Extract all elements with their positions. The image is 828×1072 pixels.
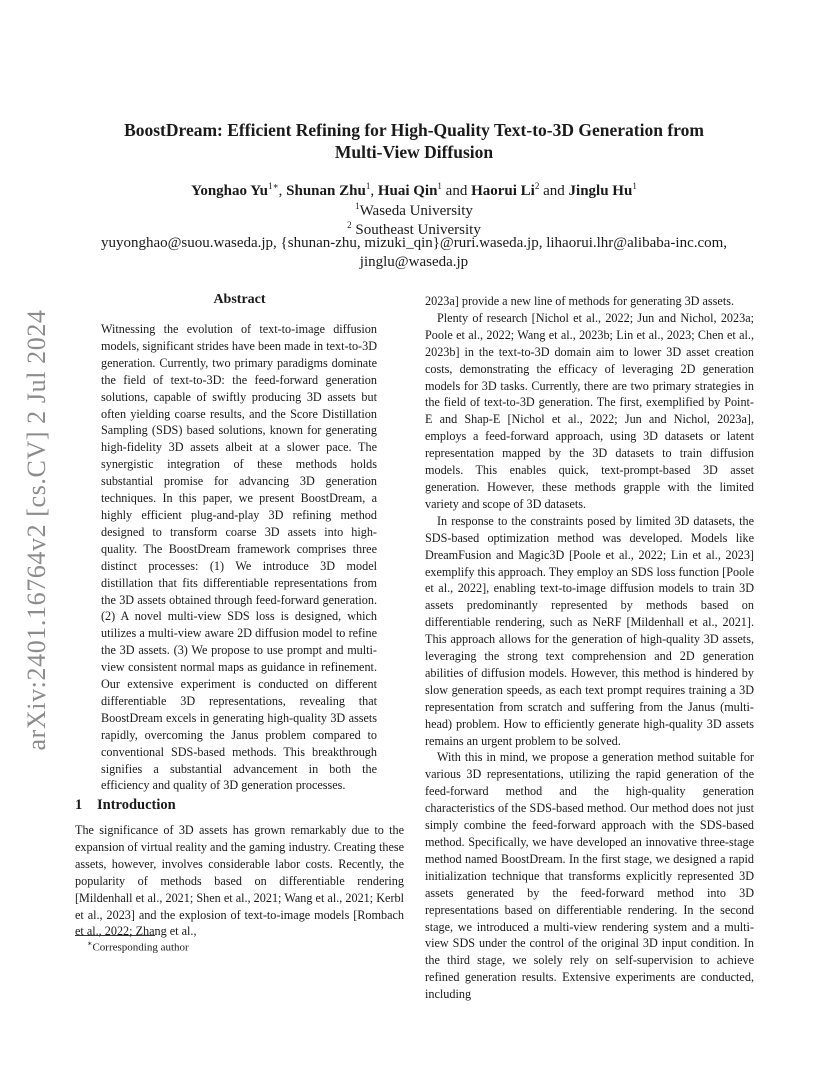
body-paragraph: With this in mind, we propose a generation method suitable for various 3D representations, utilizing the rapid generation of the feed-forward method and the high-quality generation characteristics of the SDS-based method. Our method does not just simply combine the feed-forward approach with the SDS-based method. Specifically, we have developed an innovative three-stage method named BoostDream. In the first stage, we designed a rapid initialization technique that transforms explicitly represented 3D assets generated by the feed-forward method into 3D representations based on differentiable rendering. In the second stage, we introduced a multi-view rendering system and a multi-view SDS under the control of the original 3D input condition. In the third stage, we solely rely on self-supervision to achieve refined generation results. Extensive experiments are conducted, including (425, 750, 754, 1002)
affiliation-mark: 2 (347, 220, 352, 230)
footnote-text: Corresponding author (92, 941, 189, 954)
abstract-heading: Abstract (213, 292, 266, 307)
paper-title-line-2: Multi-View Diffusion (334, 142, 494, 162)
author-name: Huai Qin (377, 183, 438, 199)
paper-title (70, 119, 758, 163)
author-affiliation-mark: 1 (437, 181, 442, 191)
author-name: Jinglu Hu (568, 183, 633, 199)
affiliation-name: Waseda University (359, 203, 473, 219)
arxiv-identifier-text: arXiv:2401.16764v2 [cs.CV] 2 Jul 2024 (22, 309, 51, 751)
author-affiliation-mark: 1 (365, 181, 371, 191)
author-name: Yonghao Yu (191, 183, 269, 199)
section-heading-introduction (75, 797, 176, 814)
author-affiliation-mark: 1 (632, 181, 637, 191)
emails-line-2: jinglu@waseda.jp (359, 254, 469, 270)
author-separator: , (278, 183, 287, 199)
footnote-mark: ∗ (87, 939, 93, 948)
author-affiliation-mark: 1∗ (268, 181, 279, 191)
body-paragraph: 2023a] provide a new line of methods for generating 3D assets. (425, 294, 735, 308)
author-separator: and (441, 183, 472, 199)
introduction-left-column (75, 822, 404, 940)
footnote (87, 939, 189, 954)
paper-title-line-1: BoostDream: Efficient Refining for High-Quality Text-to-3D Generation from (124, 120, 704, 140)
body-paragraph: Plenty of research [Nichol et al., 2022; Jun and Nichol, 2023a; Poole et al., 2022; Wang et al., 2023b; Lin et al., 2023; Chen et al., 2023b] in the text-to-3D domain aim to lower 3D asset creation costs, demonstrating the efficacy of leveraging 2D generation models for 3D tasks. Currently, there are two primary strategies in the field of text-to-3D generation. The first, exemplified by Point-E and Shap-E [Nichol et al., 2022; Jun and Nichol, 2023a], employs a feed-forward approach, using 3D datasets or latent representation mapped by the 3D datasets to train diffusion models. This enables quick, text-prompt-based 3D asset generation. However, these methods grapple with the limited variety and scope of 3D datasets. (425, 310, 754, 511)
author-separator: , (370, 183, 378, 199)
abstract-text: Witnessing the evolution of text-to-image diffusion models, significant strides have been made in text-to-3D generation. Currently, two primary paradigms dominate the field of text-to-3D: the feed-forward generation solutions, capable of swiftly producing 3D assets but often yielding coarse results, and the Score Distillation Sampling (SDS) based solutions, known for generating high-fidelity 3D assets albeit at a slower pace. The synergistic integration of these methods holds substantial promise for advancing 3D generation techniques. In this paper, we present BoostDream, a highly efficient plug-and-play 3D refining method designed to transform coarse 3D assets into high-quality. The BoostDream framework comprises three distinct processes: (1) We introduce 3D model distillation that fits differentiable representations from the 3D assets obtained through feed-forward generation. (2) A novel multi-view SDS loss is designed, which utilizes a multi-view aware 2D diffusion model to refine the 3D assets. (3) We propose to use prompt and multi-view consistent normal maps as guidance in refinement. Our extensive experiment is conducted on different differentiable 3D representations, revealing that BoostDream excels in generating high-quality 3D assets rapidly, overcoming the Janus problem compared to conventional SDS-based methods. This breakthrough signifies a substantial advancement in both the efficiency and quality of 3D generation processes. (101, 322, 377, 793)
footnote-rule (75, 935, 155, 936)
section-number: 1 (75, 797, 83, 813)
emails-line-1: yuyonghao@suou.waseda.jp, {shunan-zhu, mizuki_qin}@ruri.waseda.jp, lihaorui.lhr@alibaba-inc.com, (100, 235, 728, 251)
intro-paragraph: The significance of 3D assets has grown remarkably due to the expansion of virtual reality and the gaming industry. Creating these assets, however, involves considerable labor costs. Recently, the popularity of methods based on differentiable rendering [Mildenhall et al., 2021; Shen et al., 2021; Wang et al., 2021; Kerbl et al., 2023] and the explosion of text-to-image models [Rombach et al., 2022; Zhang et al., (75, 823, 404, 939)
author-separator: and (539, 183, 569, 199)
section-title: Introduction (97, 797, 176, 813)
author-affiliation-mark: 2 (534, 181, 540, 191)
right-column (425, 293, 754, 1003)
author-name: Haorui Li (471, 183, 535, 199)
author-name: Shunan Zhu (286, 183, 366, 199)
affiliation-mark: 1 (355, 201, 360, 211)
body-paragraph: In response to the constraints posed by limited 3D datasets, the SDS-based optimization method was developed. Models like DreamFusion and Magic3D [Poole et al., 2022; Lin et al., 2023] exemplify this approach. They employ an SDS loss function [Poole et al., 2022], enabling text-to-image diffusion models to train 3D assets predominantly represented by methods based on differentiable rendering, such as NeRF [Mildenhall et al., 2021]. This approach allows for the generation of high-quality 3D assets, leveraging the strong text comprehension and 2D generation abilities of diffusion models. However, this method is hindered by slow generation speeds, as each text prompt requires training a 3D representation from scratch and suffering from the Janus (multi-head) problem. How to efficiently generate high-quality 3D assets remains an urgent problem to be solved. (425, 513, 754, 748)
affiliation-name: Southeast University (355, 222, 481, 238)
arxiv-identifier-stamp (22, 300, 52, 760)
author-emails (70, 234, 758, 272)
